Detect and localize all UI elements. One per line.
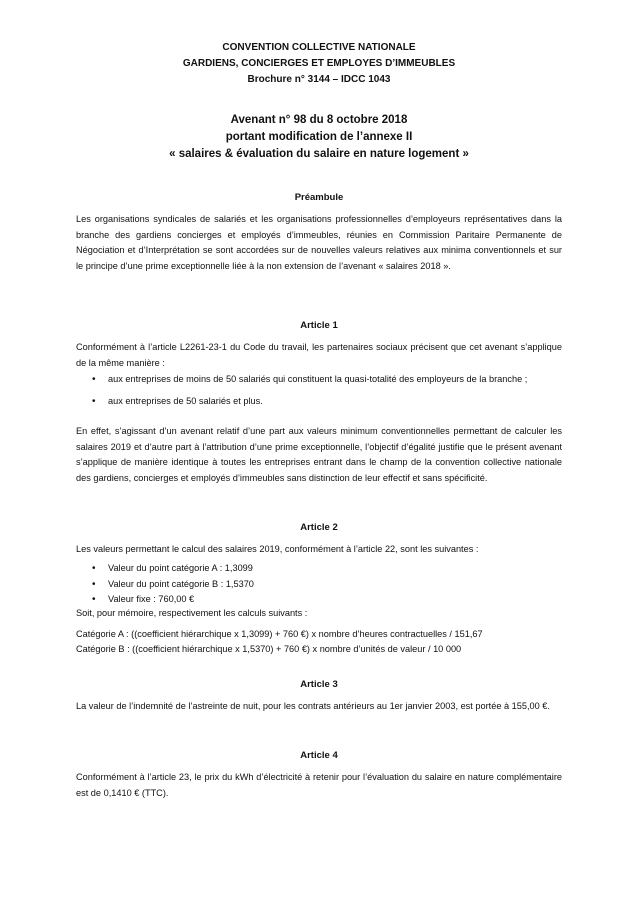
avenant-title xyxy=(76,112,562,163)
article1-intro: Conformément à l’article L2261-23-1 du Code du travail, les partenaires sociaux précisent que cet avenant s’applique de la même manière : xyxy=(76,342,562,368)
article3-heading: Article 3 xyxy=(300,679,338,690)
preambule-heading: Préambule xyxy=(294,192,344,203)
header-convention: CONVENTION COLLECTIVE NATIONALE xyxy=(222,42,416,53)
header-brochure: Brochure n° 3144 – IDCC 1043 xyxy=(247,74,391,85)
list-item: • aux entreprises de 50 salariés et plus. xyxy=(86,394,562,410)
article2-formula-b: Catégorie B : ((coefficient hiérarchique x 1,5370) + 760 €) x nombre d’unités de valeur / 10 000 xyxy=(76,644,462,654)
article2-heading: Article 2 xyxy=(300,522,338,533)
article1-bullet-list xyxy=(86,372,562,409)
list-item: • Valeur du point catégorie B : 1,5370 xyxy=(86,577,562,593)
article2-formula-a: Catégorie A : ((coefficient hiérarchique x 1,3099) + 760 €) x nombre d’heures contractuelles / 151,67 xyxy=(76,629,483,639)
list-item: • aux entreprises de moins de 50 salariés qui constituent la quasi-totalité des employeurs de la branche ; xyxy=(86,372,562,388)
list-item: • Valeur fixe : 760,00 € xyxy=(86,592,562,608)
article2-intro: Les valeurs permettant le calcul des salaires 2019, conformément à l’article 22, sont les suivantes : xyxy=(76,544,479,554)
article1-text: En effet, s’agissant d’un avenant relatif d’une part aux valeurs minimum conventionnelles permettant de calculer les salaires 2019 et d’autre part à l’attribution d’une prime exceptionnelle, l’objectif d’égalité justifie que le présent avenant s’applique de manière identique à toutes les entreprises entrant dans le champ de la convention collective nationale des gardiens, concierges et employés d’immeubles sans distinction de leur effectif et sans spécificité. xyxy=(76,426,562,483)
header-branch: GARDIENS, CONCIERGES ET EMPLOYES D’IMMEUBLES xyxy=(182,58,456,69)
article2-memo: Soit, pour mémoire, respectivement les calculs suivants : xyxy=(76,608,308,618)
article3-text: La valeur de l’indemnité de l’astreinte de nuit, pour les contrats antérieurs au 1er janvier 2003, est portée à 155,00 €. xyxy=(76,701,550,711)
preambule-text: Les organisations syndicales de salariés et les organisations professionnelles d’employeurs représentatives dans la branche des gardiens concierges et employés d’immeubles, réunies en Commission Paritaire Permanente de Négociation et d’Interprétation se sont accordées sur de nouvelles valeurs relatives aux minima conventionnels et sur le principe d’une prime exceptionnelle liée à la non extension de l’avenant « salaires 2018 ». xyxy=(76,214,562,271)
avenant-number: Avenant n° 98 du 8 octobre 2018 xyxy=(230,114,408,126)
article2-bullet-list xyxy=(86,561,562,608)
avenant-annex-title: « salaires & évaluation du salaire en nature logement » xyxy=(169,148,469,160)
article1-heading: Article 1 xyxy=(300,320,338,331)
article4-text: Conformément à l’article 23, le prix du kWh d’électricité à retenir pour l’évaluation du salaire en nature complémentaire est de 0,1410 € (TTC). xyxy=(76,772,562,798)
list-item: • Valeur du point catégorie A : 1,3099 xyxy=(86,561,562,577)
article4-heading: Article 4 xyxy=(300,750,338,761)
document-header xyxy=(76,40,562,88)
avenant-subject: portant modification de l’annexe II xyxy=(225,131,413,143)
